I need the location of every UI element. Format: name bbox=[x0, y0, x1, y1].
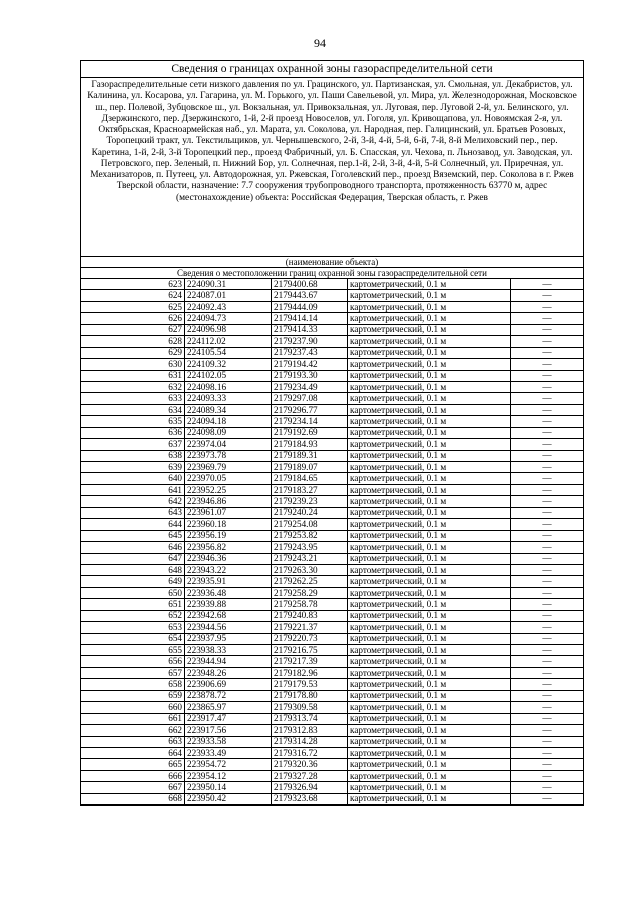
coord-x: 224112.02 bbox=[185, 336, 272, 347]
point-description: — bbox=[511, 507, 584, 518]
coord-y: 2179193.30 bbox=[272, 370, 348, 381]
point-number: 631 bbox=[81, 370, 185, 381]
determination-method: картометрический, 0.1 м bbox=[348, 381, 511, 392]
determination-method: картометрический, 0.1 м bbox=[348, 656, 511, 667]
point-description: — bbox=[511, 530, 584, 541]
point-description: — bbox=[511, 290, 584, 301]
table-row bbox=[81, 427, 583, 438]
determination-method: картометрический, 0.1 м bbox=[348, 427, 511, 438]
point-description: — bbox=[511, 782, 584, 793]
table-row bbox=[81, 656, 583, 667]
point-number: 635 bbox=[81, 416, 185, 427]
determination-method: картометрический, 0.1 м bbox=[348, 359, 511, 370]
point-description: — bbox=[511, 747, 584, 758]
coord-x: 223950.14 bbox=[185, 782, 272, 793]
point-description: — bbox=[511, 279, 584, 290]
point-description: — bbox=[511, 427, 584, 438]
coord-x: 223942.68 bbox=[185, 610, 272, 621]
coord-y: 2179240.83 bbox=[272, 610, 348, 621]
point-description: — bbox=[511, 702, 584, 713]
point-description: — bbox=[511, 359, 584, 370]
point-number: 636 bbox=[81, 427, 185, 438]
determination-method: картометрический, 0.1 м bbox=[348, 713, 511, 724]
point-number: 626 bbox=[81, 313, 185, 324]
determination-method: картометрический, 0.1 м bbox=[348, 702, 511, 713]
coord-y: 2179179.53 bbox=[272, 679, 348, 690]
point-description: — bbox=[511, 496, 584, 507]
point-number: 655 bbox=[81, 645, 185, 656]
coord-x: 224093.33 bbox=[185, 393, 272, 404]
coord-y: 2179240.24 bbox=[272, 507, 348, 518]
coord-y: 2179400.68 bbox=[272, 279, 348, 290]
point-number: 662 bbox=[81, 725, 185, 736]
point-number: 652 bbox=[81, 610, 185, 621]
point-number: 627 bbox=[81, 324, 185, 335]
coord-y: 2179327.28 bbox=[272, 770, 348, 781]
point-description: — bbox=[511, 416, 584, 427]
table-row bbox=[81, 667, 583, 678]
determination-method: картометрический, 0.1 м bbox=[348, 313, 511, 324]
point-description: — bbox=[511, 736, 584, 747]
table-row bbox=[81, 553, 583, 564]
table-row bbox=[81, 462, 583, 473]
point-description: — bbox=[511, 450, 584, 461]
coord-x: 224102.05 bbox=[185, 370, 272, 381]
point-number: 638 bbox=[81, 450, 185, 461]
determination-method: картометрический, 0.1 м bbox=[348, 622, 511, 633]
coord-x: 223960.18 bbox=[185, 519, 272, 530]
determination-method: картометрический, 0.1 м bbox=[348, 473, 511, 484]
table-row bbox=[81, 782, 583, 793]
point-number: 656 bbox=[81, 656, 185, 667]
determination-method: картометрический, 0.1 м bbox=[348, 633, 511, 644]
coord-x: 223956.19 bbox=[185, 530, 272, 541]
table-row bbox=[81, 645, 583, 656]
coord-x: 224105.54 bbox=[185, 347, 272, 358]
coord-y: 2179309.58 bbox=[272, 702, 348, 713]
point-description: — bbox=[511, 462, 584, 473]
coord-x: 223937.95 bbox=[185, 633, 272, 644]
point-number: 658 bbox=[81, 679, 185, 690]
determination-method: картометрический, 0.1 м bbox=[348, 507, 511, 518]
coord-x: 224094.73 bbox=[185, 313, 272, 324]
table-row bbox=[81, 370, 583, 381]
determination-method: картометрический, 0.1 м bbox=[348, 564, 511, 575]
coord-x: 223917.56 bbox=[185, 725, 272, 736]
table-row bbox=[81, 713, 583, 724]
table-row bbox=[81, 530, 583, 541]
determination-method: картометрический, 0.1 м bbox=[348, 587, 511, 598]
point-description: — bbox=[511, 679, 584, 690]
table-row bbox=[81, 599, 583, 610]
determination-method: картометрический, 0.1 м bbox=[348, 347, 511, 358]
coord-x: 224098.16 bbox=[185, 381, 272, 392]
coord-y: 2179239.23 bbox=[272, 496, 348, 507]
coord-x: 223952.25 bbox=[185, 484, 272, 495]
point-number: 657 bbox=[81, 667, 185, 678]
table-row bbox=[81, 770, 583, 781]
table-row bbox=[81, 587, 583, 598]
point-number: 651 bbox=[81, 599, 185, 610]
coord-x: 223961.07 bbox=[185, 507, 272, 518]
determination-method: картометрический, 0.1 м bbox=[348, 645, 511, 656]
coord-x: 224098.09 bbox=[185, 427, 272, 438]
determination-method: картометрический, 0.1 м bbox=[348, 553, 511, 564]
point-description: — bbox=[511, 564, 584, 575]
point-number: 649 bbox=[81, 576, 185, 587]
table-row bbox=[81, 404, 583, 415]
coord-y: 2179313.74 bbox=[272, 713, 348, 724]
point-number: 654 bbox=[81, 633, 185, 644]
point-number: 633 bbox=[81, 393, 185, 404]
determination-method: картометрический, 0.1 м bbox=[348, 679, 511, 690]
determination-method: картометрический, 0.1 м bbox=[348, 496, 511, 507]
point-description: — bbox=[511, 484, 584, 495]
coord-y: 2179189.07 bbox=[272, 462, 348, 473]
coord-x: 223954.72 bbox=[185, 759, 272, 770]
table-row bbox=[81, 450, 583, 461]
coord-y: 2179443.67 bbox=[272, 290, 348, 301]
table-row bbox=[81, 690, 583, 701]
coord-y: 2179189.31 bbox=[272, 450, 348, 461]
coord-x: 223956.82 bbox=[185, 542, 272, 553]
point-description: — bbox=[511, 690, 584, 701]
point-number: 625 bbox=[81, 301, 185, 312]
point-number: 646 bbox=[81, 542, 185, 553]
coord-y: 2179237.90 bbox=[272, 336, 348, 347]
determination-method: картометрический, 0.1 м bbox=[348, 290, 511, 301]
coord-y: 2179216.75 bbox=[272, 645, 348, 656]
point-description: — bbox=[511, 404, 584, 415]
coord-y: 2179258.29 bbox=[272, 587, 348, 598]
object-description: Газораспределительные сети низкого давления по ул. Грацинского, ул. Партизанская, ул. Смольная, ул. Декабристов, ул. Калинина, ул. Косарова, ул. Гагарина, ул. М. Горького, ул. Паши Савельевой, ул. Мира, ул. Железнодорожная, Московское ш., пер. Полевой, Зубцовское ш., ул. Вокзальная, ул. Привокзальная, ул. Луговая, пер. Луговой 2-й, ул. Белинского, ул. Дзержинского, пер. Дзержинского, 1-й, 2-й проезд Новоселов, ул. Гоголя, ул. Кривощапова, ул. Новоямская 2-я, ул. Октябрьская, Красноармейская наб., ул. Марата, ул. Соколова, ул. Народная, пер. Галицинский, ул. Братьев Розовых, Торопецкий тракт, ул. Текстильщиков, ул. Чернышевского, 2-й, 3-й, 4-й, 5-й, 6-й, 7-й, 8-й Мелиховский пер., пер. Каретина, 1-й, 2-й, 3-й Торопецкий пер., проезд Фабричный, ул. Б. Спасская, ул. Чехова, п. Льнозавод, ул. Заводская, ул. Петровского, пер. Зеленый, п. Нижний Бор, ул. Солнечная, пер.1-й, 2-й, 3-й, 4-й, 5-й Солнечный, ул. Приречная, ул. Механизаторов, п. Путеец, ул. Автодорожная, ул. Ржевская, Гоголевский пер., проезд Вяземский, пер. Соколова в г. Ржев Тверской области, назначение: 7.7 сооружения трубопроводного транспорта, протяженность 63770 м, адрес (местонахождение) объекта: Российская Федерация, Тверская область, г. Ржев bbox=[81, 78, 583, 257]
point-description: — bbox=[511, 622, 584, 633]
table-row bbox=[81, 702, 583, 713]
coord-x: 223969.79 bbox=[185, 462, 272, 473]
coord-y: 2179184.65 bbox=[272, 473, 348, 484]
coord-x: 223936.48 bbox=[185, 587, 272, 598]
coord-y: 2179178.80 bbox=[272, 690, 348, 701]
point-number: 661 bbox=[81, 713, 185, 724]
coord-y: 2179297.08 bbox=[272, 393, 348, 404]
coordinates-table-body bbox=[81, 279, 583, 805]
determination-method: картометрический, 0.1 м bbox=[348, 279, 511, 290]
point-number: 629 bbox=[81, 347, 185, 358]
coord-y: 2179234.14 bbox=[272, 416, 348, 427]
determination-method: картометрический, 0.1 м bbox=[348, 370, 511, 381]
coord-x: 223935.91 bbox=[185, 576, 272, 587]
coord-y: 2179314.28 bbox=[272, 736, 348, 747]
point-number: 664 bbox=[81, 747, 185, 758]
coord-x: 224109.32 bbox=[185, 359, 272, 370]
table-row bbox=[81, 301, 583, 312]
point-description: — bbox=[511, 393, 584, 404]
table-row bbox=[81, 564, 583, 575]
point-description: — bbox=[511, 381, 584, 392]
coord-y: 2179320.36 bbox=[272, 759, 348, 770]
point-description: — bbox=[511, 519, 584, 530]
page-number: 94 bbox=[314, 36, 326, 50]
coord-y: 2179414.14 bbox=[272, 313, 348, 324]
table-row bbox=[81, 484, 583, 495]
coord-x: 223933.58 bbox=[185, 736, 272, 747]
point-description: — bbox=[511, 370, 584, 381]
determination-method: картометрический, 0.1 м bbox=[348, 336, 511, 347]
determination-method: картометрический, 0.1 м bbox=[348, 759, 511, 770]
determination-method: картометрический, 0.1 м bbox=[348, 450, 511, 461]
table-row bbox=[81, 381, 583, 392]
coord-y: 2179243.21 bbox=[272, 553, 348, 564]
determination-method: картометрический, 0.1 м bbox=[348, 667, 511, 678]
point-number: 660 bbox=[81, 702, 185, 713]
coord-x: 223906.69 bbox=[185, 679, 272, 690]
point-number: 630 bbox=[81, 359, 185, 370]
point-number: 643 bbox=[81, 507, 185, 518]
determination-method: картометрический, 0.1 м bbox=[348, 416, 511, 427]
table-row bbox=[81, 679, 583, 690]
determination-method: картометрический, 0.1 м bbox=[348, 725, 511, 736]
coord-x: 223878.72 bbox=[185, 690, 272, 701]
table-row bbox=[81, 576, 583, 587]
boundary-info-table bbox=[80, 60, 584, 806]
coord-y: 2179253.82 bbox=[272, 530, 348, 541]
point-description: — bbox=[511, 301, 584, 312]
coord-y: 2179192.69 bbox=[272, 427, 348, 438]
point-number: 642 bbox=[81, 496, 185, 507]
table-row bbox=[81, 473, 583, 484]
table-row bbox=[81, 542, 583, 553]
point-number: 628 bbox=[81, 336, 185, 347]
coord-x: 223948.26 bbox=[185, 667, 272, 678]
determination-method: картометрический, 0.1 м bbox=[348, 439, 511, 450]
coord-y: 2179182.96 bbox=[272, 667, 348, 678]
determination-method: картометрический, 0.1 м bbox=[348, 599, 511, 610]
determination-method: картометрический, 0.1 м bbox=[348, 301, 511, 312]
point-description: — bbox=[511, 324, 584, 335]
point-number: 644 bbox=[81, 519, 185, 530]
point-description: — bbox=[511, 610, 584, 621]
point-number: 653 bbox=[81, 622, 185, 633]
coord-y: 2179183.27 bbox=[272, 484, 348, 495]
determination-method: картометрический, 0.1 м bbox=[348, 576, 511, 587]
coord-x: 223938.33 bbox=[185, 645, 272, 656]
coord-x: 224089.34 bbox=[185, 404, 272, 415]
point-number: 667 bbox=[81, 782, 185, 793]
table-row bbox=[81, 736, 583, 747]
point-description: — bbox=[511, 542, 584, 553]
coordinates-table bbox=[81, 279, 583, 805]
point-description: — bbox=[511, 439, 584, 450]
section-title: Сведения о границах охранной зоны газораспределительной сети bbox=[81, 61, 583, 78]
coord-y: 2179263.30 bbox=[272, 564, 348, 575]
table-row bbox=[81, 622, 583, 633]
coord-x: 223950.42 bbox=[185, 793, 272, 804]
point-description: — bbox=[511, 576, 584, 587]
point-number: 647 bbox=[81, 553, 185, 564]
point-number: 623 bbox=[81, 279, 185, 290]
determination-method: картометрический, 0.1 м bbox=[348, 324, 511, 335]
point-description: — bbox=[511, 633, 584, 644]
coord-y: 2179312.83 bbox=[272, 725, 348, 736]
determination-method: картометрический, 0.1 м bbox=[348, 736, 511, 747]
determination-method: картометрический, 0.1 м bbox=[348, 519, 511, 530]
coord-y: 2179220.73 bbox=[272, 633, 348, 644]
point-description: — bbox=[511, 667, 584, 678]
point-description: — bbox=[511, 553, 584, 564]
table-row bbox=[81, 416, 583, 427]
point-number: 648 bbox=[81, 564, 185, 575]
point-number: 641 bbox=[81, 484, 185, 495]
point-description: — bbox=[511, 347, 584, 358]
coord-y: 2179316.72 bbox=[272, 747, 348, 758]
coord-y: 2179184.93 bbox=[272, 439, 348, 450]
coord-x: 224092.43 bbox=[185, 301, 272, 312]
location-caption: Сведения о местоположении границ охранной зоны газораспределительной сети bbox=[81, 268, 583, 279]
coord-y: 2179194.42 bbox=[272, 359, 348, 370]
coord-x: 223943.22 bbox=[185, 564, 272, 575]
point-number: 640 bbox=[81, 473, 185, 484]
coord-y: 2179243.95 bbox=[272, 542, 348, 553]
table-row bbox=[81, 324, 583, 335]
point-number: 666 bbox=[81, 770, 185, 781]
coord-y: 2179262.25 bbox=[272, 576, 348, 587]
determination-method: картометрический, 0.1 м bbox=[348, 404, 511, 415]
coord-y: 2179323.68 bbox=[272, 793, 348, 804]
table-row bbox=[81, 290, 583, 301]
coord-x: 223933.49 bbox=[185, 747, 272, 758]
coord-y: 2179221.37 bbox=[272, 622, 348, 633]
point-number: 659 bbox=[81, 690, 185, 701]
coord-x: 223946.86 bbox=[185, 496, 272, 507]
determination-method: картометрический, 0.1 м bbox=[348, 690, 511, 701]
table-row bbox=[81, 347, 583, 358]
table-row bbox=[81, 313, 583, 324]
coord-x: 223944.94 bbox=[185, 656, 272, 667]
coord-y: 2179444.09 bbox=[272, 301, 348, 312]
coord-y: 2179237.43 bbox=[272, 347, 348, 358]
table-row bbox=[81, 725, 583, 736]
determination-method: картометрический, 0.1 м bbox=[348, 782, 511, 793]
coord-y: 2179254.08 bbox=[272, 519, 348, 530]
table-row bbox=[81, 759, 583, 770]
coord-x: 223954.12 bbox=[185, 770, 272, 781]
coord-x: 223917.47 bbox=[185, 713, 272, 724]
table-row bbox=[81, 633, 583, 644]
point-description: — bbox=[511, 770, 584, 781]
table-row bbox=[81, 439, 583, 450]
point-number: 668 bbox=[81, 793, 185, 804]
determination-method: картометрический, 0.1 м bbox=[348, 610, 511, 621]
coord-y: 2179296.77 bbox=[272, 404, 348, 415]
object-name-caption: (наименование объекта) bbox=[81, 257, 583, 268]
point-description: — bbox=[511, 336, 584, 347]
point-number: 637 bbox=[81, 439, 185, 450]
determination-method: картометрический, 0.1 м bbox=[348, 793, 511, 804]
coord-x: 223944.56 bbox=[185, 622, 272, 633]
coord-x: 223939.88 bbox=[185, 599, 272, 610]
point-description: — bbox=[511, 473, 584, 484]
point-description: — bbox=[511, 587, 584, 598]
point-number: 632 bbox=[81, 381, 185, 392]
table-row bbox=[81, 336, 583, 347]
coord-x: 223970.05 bbox=[185, 473, 272, 484]
coord-y: 2179326.94 bbox=[272, 782, 348, 793]
point-description: — bbox=[511, 656, 584, 667]
point-number: 624 bbox=[81, 290, 185, 301]
table-row bbox=[81, 393, 583, 404]
coord-x: 223973.78 bbox=[185, 450, 272, 461]
point-description: — bbox=[511, 645, 584, 656]
point-description: — bbox=[511, 793, 584, 804]
table-row bbox=[81, 610, 583, 621]
coord-x: 223946.36 bbox=[185, 553, 272, 564]
coord-x: 224087.01 bbox=[185, 290, 272, 301]
determination-method: картометрический, 0.1 м bbox=[348, 393, 511, 404]
table-row bbox=[81, 747, 583, 758]
point-number: 634 bbox=[81, 404, 185, 415]
coord-y: 2179414.33 bbox=[272, 324, 348, 335]
determination-method: картометрический, 0.1 м bbox=[348, 770, 511, 781]
determination-method: картометрический, 0.1 м bbox=[348, 484, 511, 495]
table-row bbox=[81, 793, 583, 804]
point-description: — bbox=[511, 725, 584, 736]
table-row bbox=[81, 507, 583, 518]
point-number: 650 bbox=[81, 587, 185, 598]
coord-y: 2179217.39 bbox=[272, 656, 348, 667]
table-row bbox=[81, 279, 583, 290]
point-description: — bbox=[511, 599, 584, 610]
table-row bbox=[81, 359, 583, 370]
coord-x: 223865.97 bbox=[185, 702, 272, 713]
determination-method: картометрический, 0.1 м bbox=[348, 747, 511, 758]
table-row bbox=[81, 496, 583, 507]
point-number: 639 bbox=[81, 462, 185, 473]
coord-x: 224094.18 bbox=[185, 416, 272, 427]
determination-method: картометрический, 0.1 м bbox=[348, 542, 511, 553]
point-description: — bbox=[511, 713, 584, 724]
point-description: — bbox=[511, 313, 584, 324]
point-number: 645 bbox=[81, 530, 185, 541]
point-number: 663 bbox=[81, 736, 185, 747]
coord-x: 223974.04 bbox=[185, 439, 272, 450]
determination-method: картометрический, 0.1 м bbox=[348, 530, 511, 541]
coord-x: 224090.31 bbox=[185, 279, 272, 290]
point-number: 665 bbox=[81, 759, 185, 770]
point-description: — bbox=[511, 759, 584, 770]
coord-x: 224096.98 bbox=[185, 324, 272, 335]
coord-y: 2179234.49 bbox=[272, 381, 348, 392]
determination-method: картометрический, 0.1 м bbox=[348, 462, 511, 473]
coord-y: 2179258.78 bbox=[272, 599, 348, 610]
table-row bbox=[81, 519, 583, 530]
